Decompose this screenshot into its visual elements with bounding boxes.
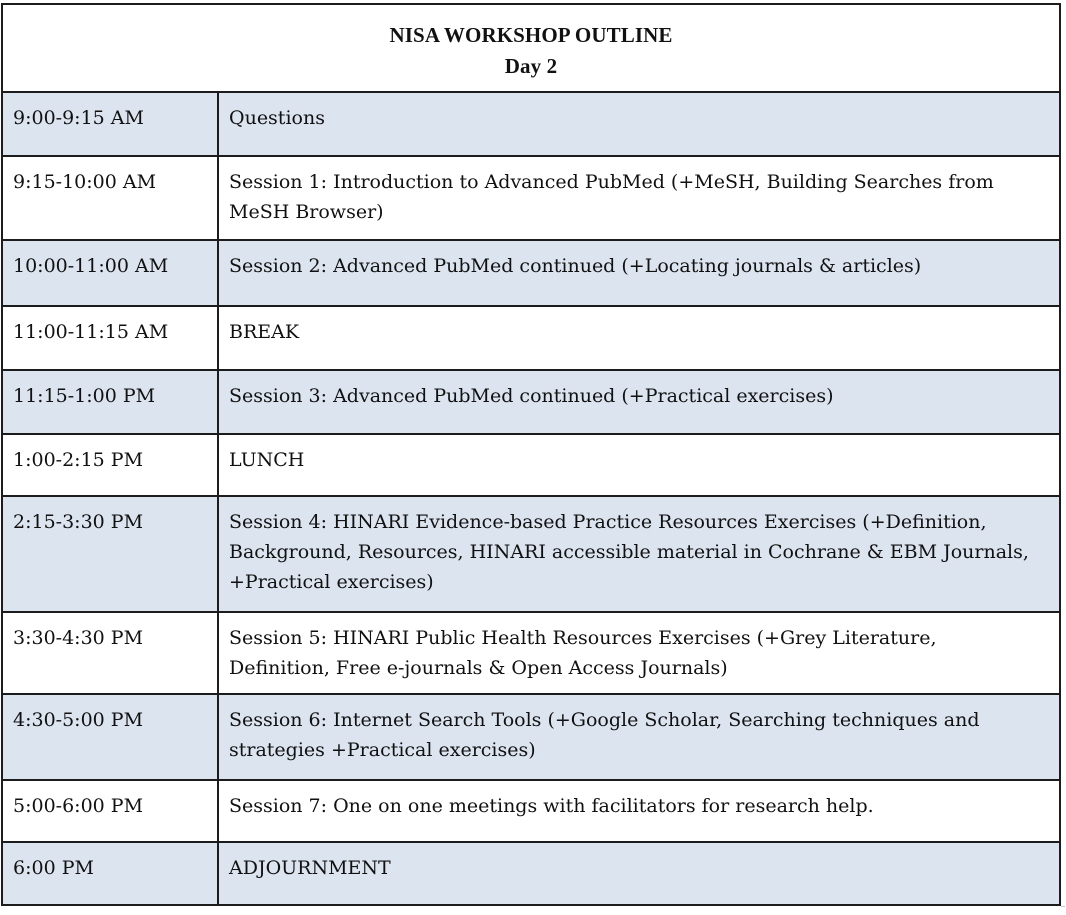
table-row xyxy=(3,781,1059,843)
description-cell: Session 4: HINARI Evidence-based Practice Resources Exercises (+Definition, Background, Resources, HINARI accessible material in Cochrane & EBM Journals, +Practical exercises) xyxy=(229,511,1029,593)
time-cell: 4:30-5:00 PM xyxy=(3,695,219,779)
description-cell: LUNCH xyxy=(229,449,305,471)
time-cell: 10:00-11:00 AM xyxy=(3,241,219,305)
table-row xyxy=(3,695,1059,781)
description-cell: ADJOURNMENT xyxy=(229,857,391,879)
document-title: NISA WORKSHOP OUTLINE xyxy=(389,23,673,47)
time-cell: 1:00-2:15 PM xyxy=(3,435,219,495)
day-label: Day 2 xyxy=(504,54,558,78)
table-row xyxy=(3,843,1059,904)
time-cell: 2:15-3:30 PM xyxy=(3,497,219,611)
description-cell: Session 3: Advanced PubMed continued (+Practical exercises) xyxy=(229,385,834,407)
time-cell: 11:00-11:15 AM xyxy=(3,307,219,369)
time-cell: 5:00-6:00 PM xyxy=(3,781,219,841)
description-cell: Session 2: Advanced PubMed continued (+Locating journals & articles) xyxy=(229,255,922,277)
time-cell: 11:15-1:00 PM xyxy=(3,371,219,433)
table-row xyxy=(3,613,1059,695)
time-cell: 9:15-10:00 AM xyxy=(3,157,219,239)
table-row xyxy=(3,497,1059,613)
page-edge-mark xyxy=(1061,906,1065,907)
table-row xyxy=(3,157,1059,241)
description-cell: Session 7: One on one meetings with facilitators for research help. xyxy=(229,795,874,817)
table-row xyxy=(3,241,1059,307)
table-row xyxy=(3,93,1059,157)
description-cell: Session 5: HINARI Public Health Resources Exercises (+Grey Literature, Definition, Free e-journals & Open Access Journals) xyxy=(229,627,937,679)
time-cell: 6:00 PM xyxy=(3,843,219,904)
table-row xyxy=(3,307,1059,371)
table-row xyxy=(3,435,1059,497)
time-cell: 3:30-4:30 PM xyxy=(3,613,219,693)
description-cell: Session 6: Internet Search Tools (+Google Scholar, Searching techniques and strategies +Practical exercises) xyxy=(229,709,980,761)
time-cell: 9:00-9:15 AM xyxy=(3,93,219,155)
table-header xyxy=(3,5,1059,93)
description-cell: Session 1: Introduction to Advanced PubMed (+MeSH, Building Searches from MeSH Browser) xyxy=(229,171,994,223)
description-cell: Questions xyxy=(229,107,325,129)
table-row xyxy=(3,371,1059,435)
description-cell: BREAK xyxy=(229,321,300,343)
workshop-outline-table xyxy=(1,3,1061,906)
